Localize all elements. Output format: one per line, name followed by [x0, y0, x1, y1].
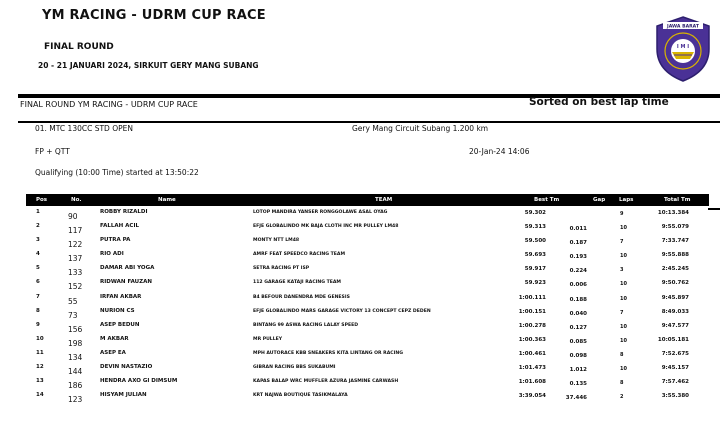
circuit-info: Gery Mang Circuit Subang 1.200 km — [352, 124, 489, 133]
table-row — [0, 250, 720, 264]
rider-name-cell: PUTRA PA — [100, 237, 131, 244]
rider-name-cell: FALLAH ACIL — [100, 223, 140, 230]
best-time-cell: 1:00.363 — [518, 336, 546, 343]
total-time-cell: 8:49.033 — [661, 308, 689, 315]
number-cell: 156 — [68, 324, 83, 334]
gap-cell: 0.006 — [569, 282, 587, 289]
table-row — [0, 377, 720, 391]
laps-cell: 7 — [620, 239, 624, 246]
laps-cell: 9 — [620, 211, 624, 217]
total-time-cell: 10:05.181 — [657, 336, 689, 343]
best-time-cell: 59.500 — [524, 238, 546, 245]
best-time-cell: 59.693 — [524, 252, 546, 259]
number-cell: 152 — [68, 282, 83, 292]
rider-name-cell: DEVIN NASTAZIO — [100, 364, 153, 371]
gap-cell: 0.193 — [569, 254, 587, 261]
laps-cell: 8 — [620, 351, 624, 358]
table-row — [0, 391, 720, 405]
number-cell: 133 — [68, 268, 83, 278]
total-time-cell: 2:45.245 — [661, 266, 689, 273]
table-row — [0, 349, 720, 363]
header-gap: Gap — [593, 197, 606, 203]
total-time-cell: 9:55.079 — [661, 224, 689, 231]
gap-cell: 0.127 — [569, 324, 587, 331]
team-cell: MR PULLEY — [253, 336, 283, 342]
rider-name-cell: HENDRA AXO GI DIMSUM — [100, 378, 178, 385]
gap-cell: 0.187 — [569, 240, 587, 247]
number-cell: 55 — [68, 296, 78, 306]
gap-cell: 1.012 — [569, 367, 587, 374]
team-cell: B4 BEFOUR DANENDRA MDE GENESIS — [253, 294, 350, 300]
header-total: Total Tm — [664, 197, 691, 203]
svg-text:I M I: I M I — [676, 44, 690, 50]
laps-cell: 2 — [620, 394, 624, 401]
best-time-cell: 1:00.278 — [518, 322, 546, 329]
table-row — [0, 363, 720, 377]
team-cell: KAPAS BALAP WRC MUFFLER AZURA JASMINE CARWASH — [253, 379, 399, 385]
date-venue: 20 - 21 JANUARI 2024, SIRKUIT GERY MANG SUBANG — [38, 61, 259, 70]
best-time-cell: 59.313 — [524, 224, 546, 231]
laps-cell: 3 — [620, 267, 624, 274]
pos-cell: 7 — [36, 293, 40, 300]
team-cell: SETRA RACING PT ISP — [253, 266, 310, 272]
section-rule — [18, 121, 720, 123]
pos-cell: 10 — [36, 335, 44, 342]
rider-name-cell: RIO ADI — [100, 251, 124, 258]
header-team: TEAM — [375, 197, 393, 203]
header-no: No. — [71, 197, 82, 203]
best-time-cell: 59.917 — [524, 266, 546, 273]
header-name: Name — [158, 197, 176, 203]
rider-name-cell: RIDWAN FAUZAN — [100, 279, 152, 286]
best-time-cell: 1:00.151 — [518, 308, 546, 315]
imi-jawa-barat-logo — [654, 15, 712, 83]
best-time-cell: 1:00.111 — [518, 294, 546, 301]
total-time-cell: 9:47.577 — [661, 322, 689, 329]
laps-cell: 10 — [620, 281, 627, 288]
laps-cell: 10 — [620, 337, 627, 344]
rider-name-cell: ASEP EA — [100, 349, 126, 356]
rider-name-cell: NURION CS — [100, 307, 135, 314]
gap-cell: 37.446 — [565, 395, 587, 402]
event-title: YM RACING - UDRM CUP RACE — [42, 8, 266, 23]
qualifying-info: Qualifying (10:00 Time) started at 13:50:22 — [35, 168, 199, 177]
total-time-cell: 7:57.462 — [661, 379, 689, 386]
best-time-cell: 59.302 — [524, 210, 546, 216]
pos-cell: 2 — [36, 223, 40, 230]
pos-cell: 8 — [36, 307, 40, 314]
best-time-cell: 1:00.461 — [518, 350, 546, 357]
laps-cell: 10 — [620, 253, 627, 260]
pos-cell: 6 — [36, 279, 40, 286]
laps-cell: 10 — [620, 295, 627, 302]
table-row — [0, 222, 720, 236]
team-cell: EFJE GLOBALINDO MARS GARAGE VICTORY 13 CONCEPT CEPZ DEDEN — [253, 308, 431, 314]
total-time-cell: 10:13.384 — [657, 210, 689, 216]
header-best: Best Tm — [534, 197, 560, 203]
table-row — [0, 307, 720, 321]
team-cell: 112 GARAGE KATAJI RACING TEAM — [253, 280, 342, 286]
pos-cell: 11 — [36, 349, 44, 356]
pos-cell: 9 — [36, 321, 40, 328]
team-cell: EFJE GLOBALINDO MK BAJA CLOTH INC MR PULLEY LM48 — [253, 224, 399, 230]
best-time-cell: 59.923 — [524, 280, 546, 287]
total-time-cell: 3:55.380 — [661, 393, 689, 400]
pos-cell: 4 — [36, 251, 40, 258]
rider-name-cell: M AKBAR — [100, 335, 129, 342]
pos-cell: 1 — [36, 209, 40, 215]
results-table-body — [0, 208, 720, 405]
team-cell: MPH AUTORACE KBB SNEAKERS KITA LINTANG OR RACING — [253, 350, 403, 356]
gap-cell: 0.135 — [569, 381, 587, 388]
gap-cell: 0.224 — [569, 268, 587, 275]
pos-cell: 14 — [36, 392, 44, 399]
laps-cell: 10 — [620, 225, 627, 232]
number-cell: 198 — [68, 338, 83, 348]
rider-name-cell: DAMAR ABI YOGA — [100, 265, 155, 272]
team-cell: GIBRAN RACING BBS SUKABUMI — [253, 365, 336, 371]
rider-name-cell: ROBBY RIZALDI — [100, 209, 148, 215]
team-cell: AMRF FEAT SPEEDCO RACING TEAM — [253, 252, 346, 258]
total-time-cell: 9:45.157 — [661, 365, 689, 372]
number-cell: 90 — [68, 212, 78, 221]
total-time-cell: 7:33.747 — [661, 238, 689, 245]
laps-cell: 7 — [620, 309, 624, 316]
number-cell: 123 — [68, 395, 83, 405]
best-time-cell: 1:01.608 — [518, 379, 546, 386]
gap-cell: 0.040 — [569, 310, 587, 317]
team-cell: BINTANG 99 ASWA RACING LALAY SPEED — [253, 322, 359, 328]
laps-cell: 10 — [620, 323, 627, 330]
total-time-cell: 9:55.888 — [661, 252, 689, 259]
pos-cell: 5 — [36, 265, 40, 272]
report-datetime: 20-Jan-24 14:06 — [469, 147, 530, 156]
laps-cell: 8 — [620, 380, 624, 387]
gap-cell: 0.011 — [569, 226, 587, 233]
table-row — [0, 236, 720, 250]
rider-name-cell: HISYAM JULIAN — [100, 392, 147, 399]
number-cell: 122 — [68, 240, 83, 250]
table-row — [0, 335, 720, 349]
class-name: 01. MTC 130CC STD OPEN — [35, 124, 133, 133]
rider-name-cell: ASEP BEDUN — [100, 321, 140, 328]
table-row — [0, 278, 720, 292]
gap-cell: 0.085 — [569, 338, 587, 345]
best-time-cell: 1:01.473 — [518, 365, 546, 372]
number-cell: 186 — [68, 381, 83, 391]
sort-label: Sorted on best lap time — [529, 96, 669, 108]
total-time-cell: 9:50.762 — [661, 280, 689, 287]
table-row — [0, 293, 720, 307]
pos-cell: 3 — [36, 237, 40, 244]
best-time-cell: 3:39.054 — [518, 393, 546, 400]
session-label: FP + QTT — [35, 147, 70, 156]
rider-name-cell: IRFAN AKBAR — [100, 293, 142, 300]
pos-cell: 13 — [36, 378, 44, 385]
header-pos: Pos — [36, 197, 48, 203]
svg-text:JAWA BARAT: JAWA BARAT — [667, 24, 699, 30]
results-table-header — [26, 194, 709, 206]
team-cell: MONTY NTT LM48 — [253, 238, 300, 244]
number-cell: 144 — [68, 367, 83, 377]
round-title: FINAL ROUND — [44, 42, 114, 52]
table-row — [0, 264, 720, 278]
pos-cell: 12 — [36, 364, 44, 371]
gap-cell: 0.188 — [569, 296, 587, 303]
team-cell: LOTOP MANDIRA YANSER RONGGOLAWE ASAL OYAG — [253, 210, 388, 215]
team-cell: KRT NAJWA BOUTIQUE TASIKMALAYA — [253, 393, 348, 399]
number-cell: 117 — [68, 226, 83, 236]
number-cell: 134 — [68, 352, 83, 362]
table-row — [0, 321, 720, 335]
table-row — [0, 208, 720, 222]
laps-cell: 10 — [620, 366, 627, 373]
total-time-cell: 9:45.897 — [661, 294, 689, 301]
report-title: FINAL ROUND YM RACING - UDRM CUP RACE — [20, 100, 198, 109]
header-laps: Laps — [619, 197, 634, 203]
number-cell: 137 — [68, 254, 83, 264]
number-cell: 73 — [68, 310, 78, 320]
gap-cell: 0.098 — [569, 352, 587, 359]
total-time-cell: 7:52.675 — [661, 350, 689, 357]
